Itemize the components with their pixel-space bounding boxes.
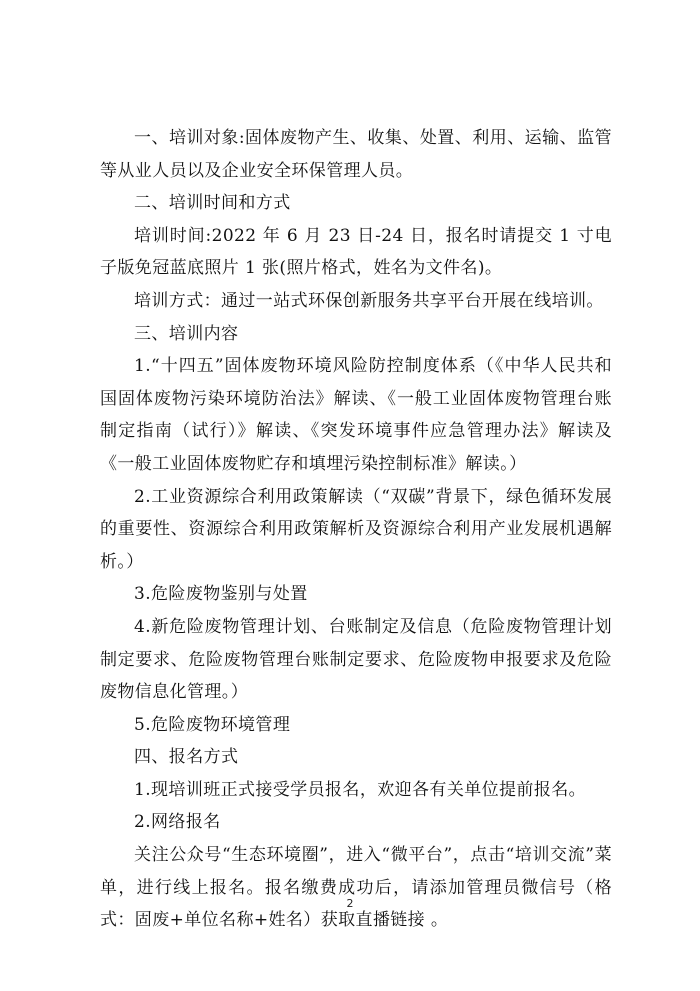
registration-item-1: 1.现培训班正式接受学员报名，欢迎各有关单位提前报名。	[134, 779, 587, 800]
document-body	[100, 122, 612, 937]
heading-registration-method: 四、报名方式	[134, 747, 239, 768]
content-item-3: 3.危险废物鉴别与处置	[134, 584, 308, 605]
content-item-2: 2.工业资源综合利用政策解读（“双碳”背景下，绿色循环发展的重要性、资源综合利用政策解析及资源综合利用产业发展机遇解析。）	[100, 486, 612, 572]
section-training-target: 一、培训对象:固体废物产生、收集、处置、利用、运输、监管等从业人员以及企业安全环保管理人员。	[100, 128, 612, 181]
registration-item-2: 2.网络报名	[134, 812, 221, 833]
registration-instructions: 关注公众号“生态环境圈”，进入“微平台”，点击“培训交流”菜单，进行线上报名。报名缴费成功后，请添加管理员微信号（格式：固废+单位名称+姓名）获取直播链接 。	[100, 845, 612, 931]
page-number: 2	[346, 897, 354, 910]
content-item-1: 1.“十四五”固体废物环境风险防控制度体系（《中华人民共和国固体废物污染环境防治法》解读、《一般工业固体废物管理台账制定指南（试行）》解读、《突发环境事件应急管理办法》解读及《一般工业固体废物贮存和填埋污染控制标准》解读。）	[100, 356, 612, 474]
paragraph-training-method: 培训方式：通过一站式环保创新服务共享平台开展在线培训。	[134, 290, 604, 311]
paragraph-training-time: 培训时间:2022 年 6 月 23 日-24 日，报名时请提交 1 寸电子版免冠蓝底照片 1 张(照片格式，姓名为文件名)。	[100, 225, 612, 279]
content-item-4: 4.新危险废物管理计划、台账制定及信息（危险废物管理计划制定要求、危险废物管理台账制定要求、危险废物申报要求及危险废物信息化管理。）	[100, 616, 612, 703]
content-item-5: 5.危险废物环境管理	[134, 714, 291, 735]
heading-training-content: 三、培训内容	[134, 323, 239, 344]
heading-training-time-and-method: 二、培训时间和方式	[134, 193, 291, 214]
